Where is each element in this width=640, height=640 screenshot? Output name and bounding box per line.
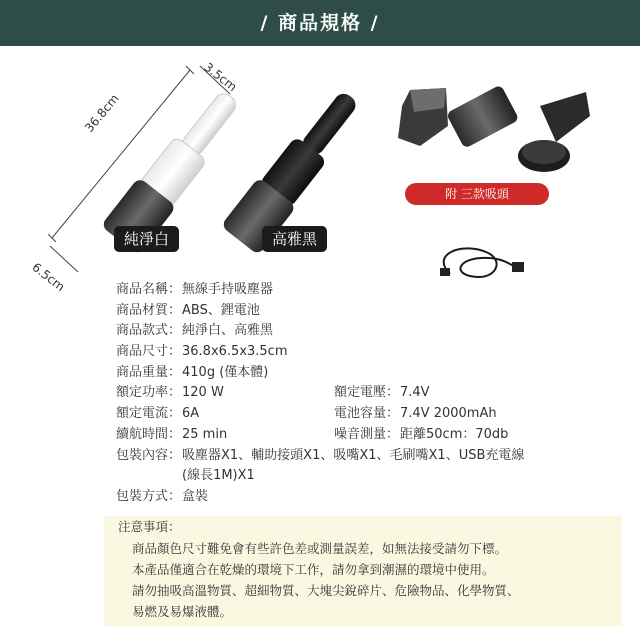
- note-line: 請勿抽吸高溫物質、超細物質、大塊尖銳碎片、危險物品、化學物質、: [132, 583, 520, 598]
- width-dimension-label: 3.5cm: [201, 60, 240, 95]
- black-variant-label: 高雅黑: [262, 226, 327, 252]
- section-title: / 商品規格 /: [260, 12, 380, 34]
- spec-row: [116, 342, 626, 363]
- spec-row: [116, 280, 626, 301]
- spec-table: [116, 280, 626, 508]
- spec-key: 包裝內容：: [116, 447, 182, 463]
- spec-value: (線長1M)X1: [182, 468, 255, 484]
- spec-value: ABS、鋰電池: [182, 302, 260, 318]
- length-dimension-label: 36.8cm: [82, 91, 122, 135]
- spec-key: 商品款式：: [116, 323, 182, 339]
- spec-row: [116, 487, 626, 508]
- spec-row: [116, 446, 626, 467]
- crevice-tube: [446, 84, 520, 148]
- spec-value: 36.8x6.5x3.5cm: [182, 344, 288, 360]
- note-line: 商品顏色尺寸難免會有些許色差或測量誤差，如無法接受請勿下標。: [132, 541, 508, 556]
- spec-key: 噪音測量：: [334, 426, 400, 442]
- spec-key: 商品尺寸：: [116, 344, 182, 360]
- product-illustration: [0, 46, 640, 308]
- spec-value: 7.4V 2000mAh: [400, 406, 497, 422]
- spec-row: [116, 466, 626, 487]
- spec-value: 25 min: [182, 426, 228, 442]
- spec-key: 額定電壓：: [334, 385, 400, 401]
- product-image-area: [0, 46, 640, 308]
- base-dimension-label: 6.5cm: [29, 260, 68, 295]
- spec-key: 商品名稱：: [116, 282, 182, 297]
- spec-key: 電池容量：: [334, 406, 400, 422]
- base-dimension-line: [50, 246, 78, 272]
- spec-value: 410g (僅本體): [182, 364, 269, 380]
- usb-cable: [440, 248, 524, 277]
- spec-value: 距離50cm：70db: [400, 426, 509, 442]
- spec-value: 純淨白、高雅黑: [182, 323, 274, 339]
- brush-nozzle: [518, 92, 590, 172]
- spec-row: [116, 425, 626, 446]
- spec-row: [116, 404, 626, 425]
- spec-value: 120 W: [182, 385, 224, 401]
- spec-key: 商品重量：: [116, 364, 182, 380]
- spec-row: [116, 383, 626, 404]
- spec-value: 6A: [182, 406, 200, 422]
- spec-value: 無線手持吸塵器: [182, 282, 274, 297]
- note-line: 本產品僅適合在乾燥的環境下工作，請勿拿到潮濕的環境中使用。: [132, 562, 495, 577]
- spec-key: 額定功率：: [116, 385, 182, 401]
- spec-key: 包裝方式：: [116, 488, 182, 504]
- spec-key: 商品材質：: [116, 302, 182, 318]
- spec-row: [116, 363, 626, 384]
- note-line: 易燃及易爆液體。: [132, 604, 233, 619]
- notes-title: 注意事項：: [118, 519, 181, 534]
- spec-key: 續航時間：: [116, 426, 182, 442]
- notes-box: [104, 516, 622, 626]
- spec-value: 7.4V: [400, 385, 430, 401]
- spec-row: [116, 321, 626, 342]
- accessories-badge: 附 三款吸頭: [405, 183, 549, 205]
- angled-nozzle: [398, 88, 448, 146]
- spec-key: 額定電流：: [116, 406, 182, 422]
- spec-value: 盒裝: [182, 488, 209, 504]
- white-variant-label: 純淨白: [114, 226, 179, 252]
- spec-value: 吸塵器X1、輔助接頭X1、吸嘴X1、毛刷嘴X1、USB充電線: [182, 447, 525, 463]
- spec-row: [116, 301, 626, 322]
- header-band: [0, 0, 640, 46]
